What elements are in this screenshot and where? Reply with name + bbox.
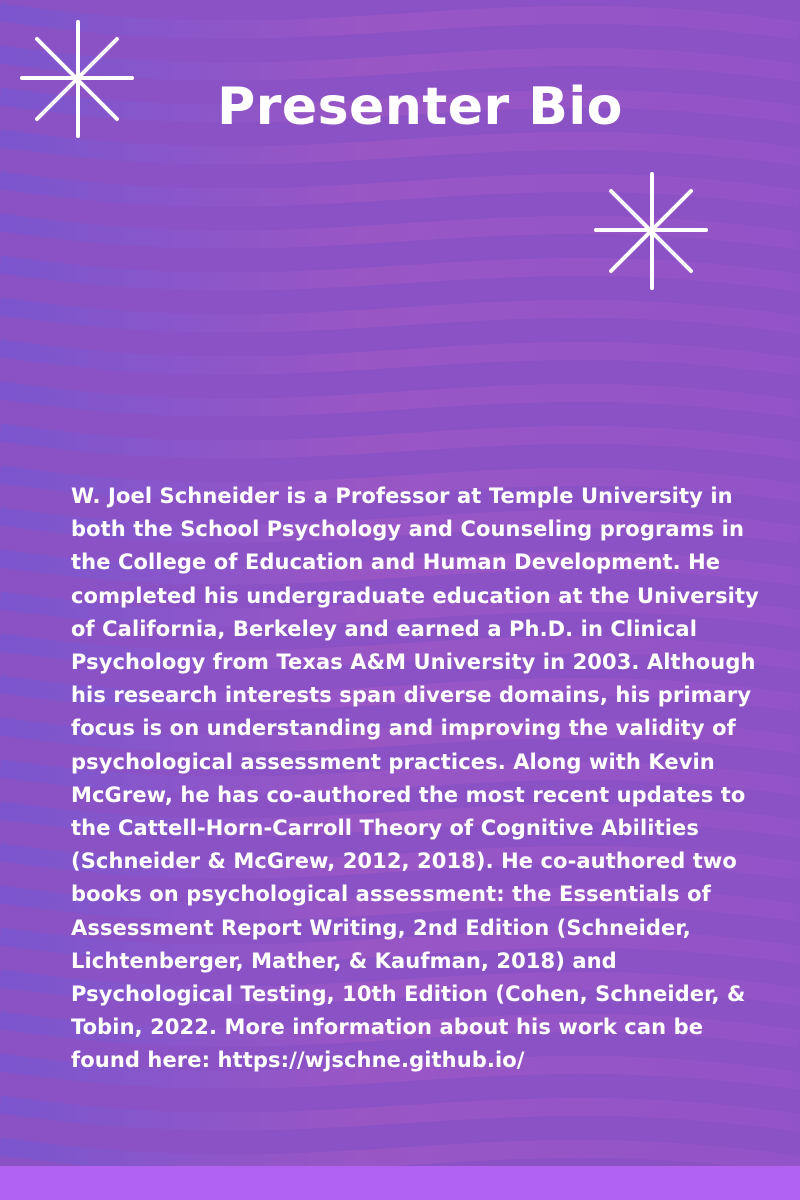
sparkle-icon (20, 20, 136, 140)
sparkle-icon (594, 172, 710, 292)
page-title: Presenter Bio (217, 76, 623, 137)
footer-bar (0, 1166, 800, 1200)
presenter-bio-text: W. Joel Schneider is a Professor at Temple University in both the School Psychology and Counseling programs in the College of Education and Human Development. He completed his undergraduate education at the University of California, Berkeley and earned a Ph.D. in Clinical Psychology from Texas A&M University in 2003. Although his research interests span diverse domains, his primary focus is on understanding and improving the validity of psychological assessment practices. Along with Kevin McGrew, he has co-authored the most recent updates to the Cattell-Horn-Carroll Theory of Cognitive Abilities (Schneider & McGrew, 2012, 2018). He co-authored two books on psychological assessment: the Essentials of Assessment Report Writing, 2nd Edition (Schneider, Lichtenberger, Mather, & Kaufman, 2018) and Psychological Testing, 10th Edition (Cohen, Schneider, & Tobin, 2022. More information about his work can be found here: https://wjschne.github.io/ (71, 484, 759, 1073)
